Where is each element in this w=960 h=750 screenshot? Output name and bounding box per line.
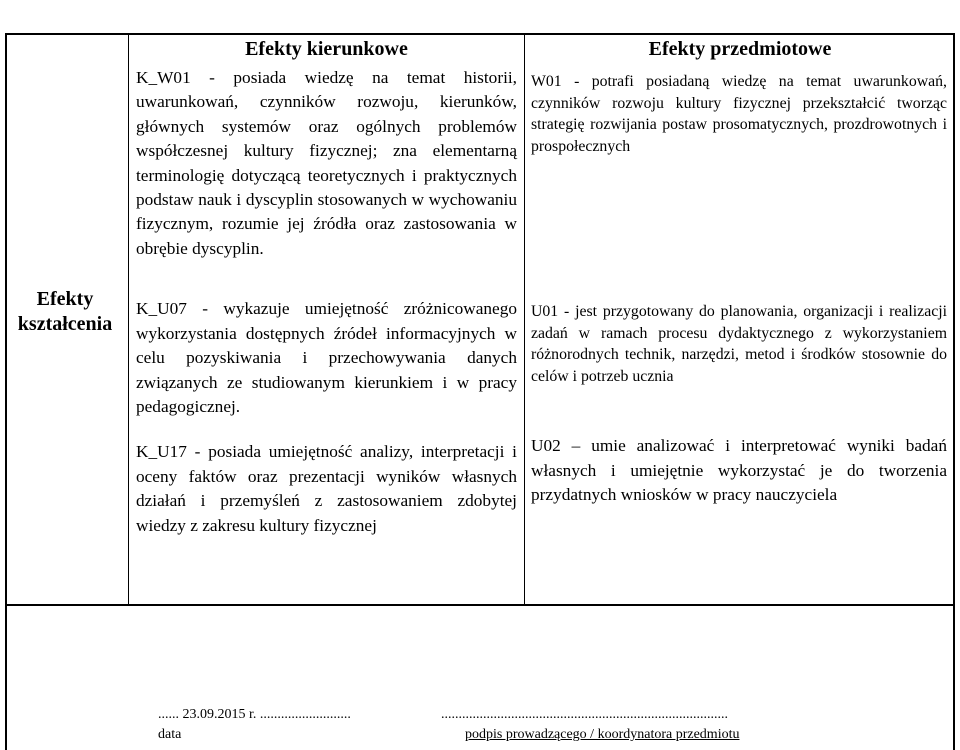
signature-dots: .................................................................................. bbox=[441, 707, 728, 722]
effect-u02: U02 – umie analizować i interpretować wyniki badań własnych i umiejętnie wykorzystać je do tworzenia przydatnych wniosków w pracy nauczyciela bbox=[531, 436, 947, 505]
effect-k-w01: K_W01 - posiada wiedzę na temat historii, uwarunkowań, czynników rozwoju, kierunków, głównych systemów oraz ogólnych problemów współczesnej kultury fizycznej; zna elementarną terminologię dotyczącą teoretycznych i praktycznych podstaw nauk i dyscyplin stosowanych w wychowaniu fizycznym, rozumie jej źródła oraz zastosowania w obrębie dyscyplin. bbox=[136, 68, 517, 258]
effect-k-u17: K_U17 - posiada umiejętność analizy, interpretacji i oceny faktów oraz prezentacji wyników własnych działań i przemyśleń z zastosowaniem zdobytej wiedzy z zakresu kultury fizycznej bbox=[136, 442, 517, 535]
header-efekty-przedmiotowe: Efekty przedmiotowe bbox=[648, 38, 832, 60]
date-value: ...... 23.09.2015 r. .......................... bbox=[158, 707, 351, 722]
effect-u01: U01 - jest przygotowany do planowania, organizacji i realizacji zadań w ramach procesu dydaktycznego z wykorzystaniem różnorodnych technik, narzędzi, metod i środków stosownie do celów i potrzeb ucznia bbox=[531, 303, 947, 385]
signature-label: podpis prowadzącego / koordynatora przedmiotu bbox=[465, 727, 740, 742]
row-header-efekty-ksztalcenia: Efekty kształcenia bbox=[17, 288, 113, 335]
column-divider-left bbox=[128, 35, 129, 605]
row-divider-bottom bbox=[7, 604, 953, 606]
effect-k-u07: K_U07 - wykazuje umiejętność zróżnicowanego wykorzystania dostępnych źródeł informacyjnych w celu pozyskiwania i przechowywania danych związanych ze studiowanym kierunkiem i w pracy pedagogicznej. bbox=[136, 299, 517, 417]
column-divider-middle bbox=[524, 35, 525, 605]
effect-w01: W01 - potrafi posiadaną wiedzę na temat uwarunkowań, czynników rozwoju kultury fizycznej przekształcić tworząc strategię rozwijania postaw prosomatycznych, prozdrowotnych i prospołecznych bbox=[531, 73, 947, 155]
header-efekty-kierunkowe: Efekty kierunkowe bbox=[245, 38, 408, 60]
date-label: data bbox=[158, 727, 182, 742]
